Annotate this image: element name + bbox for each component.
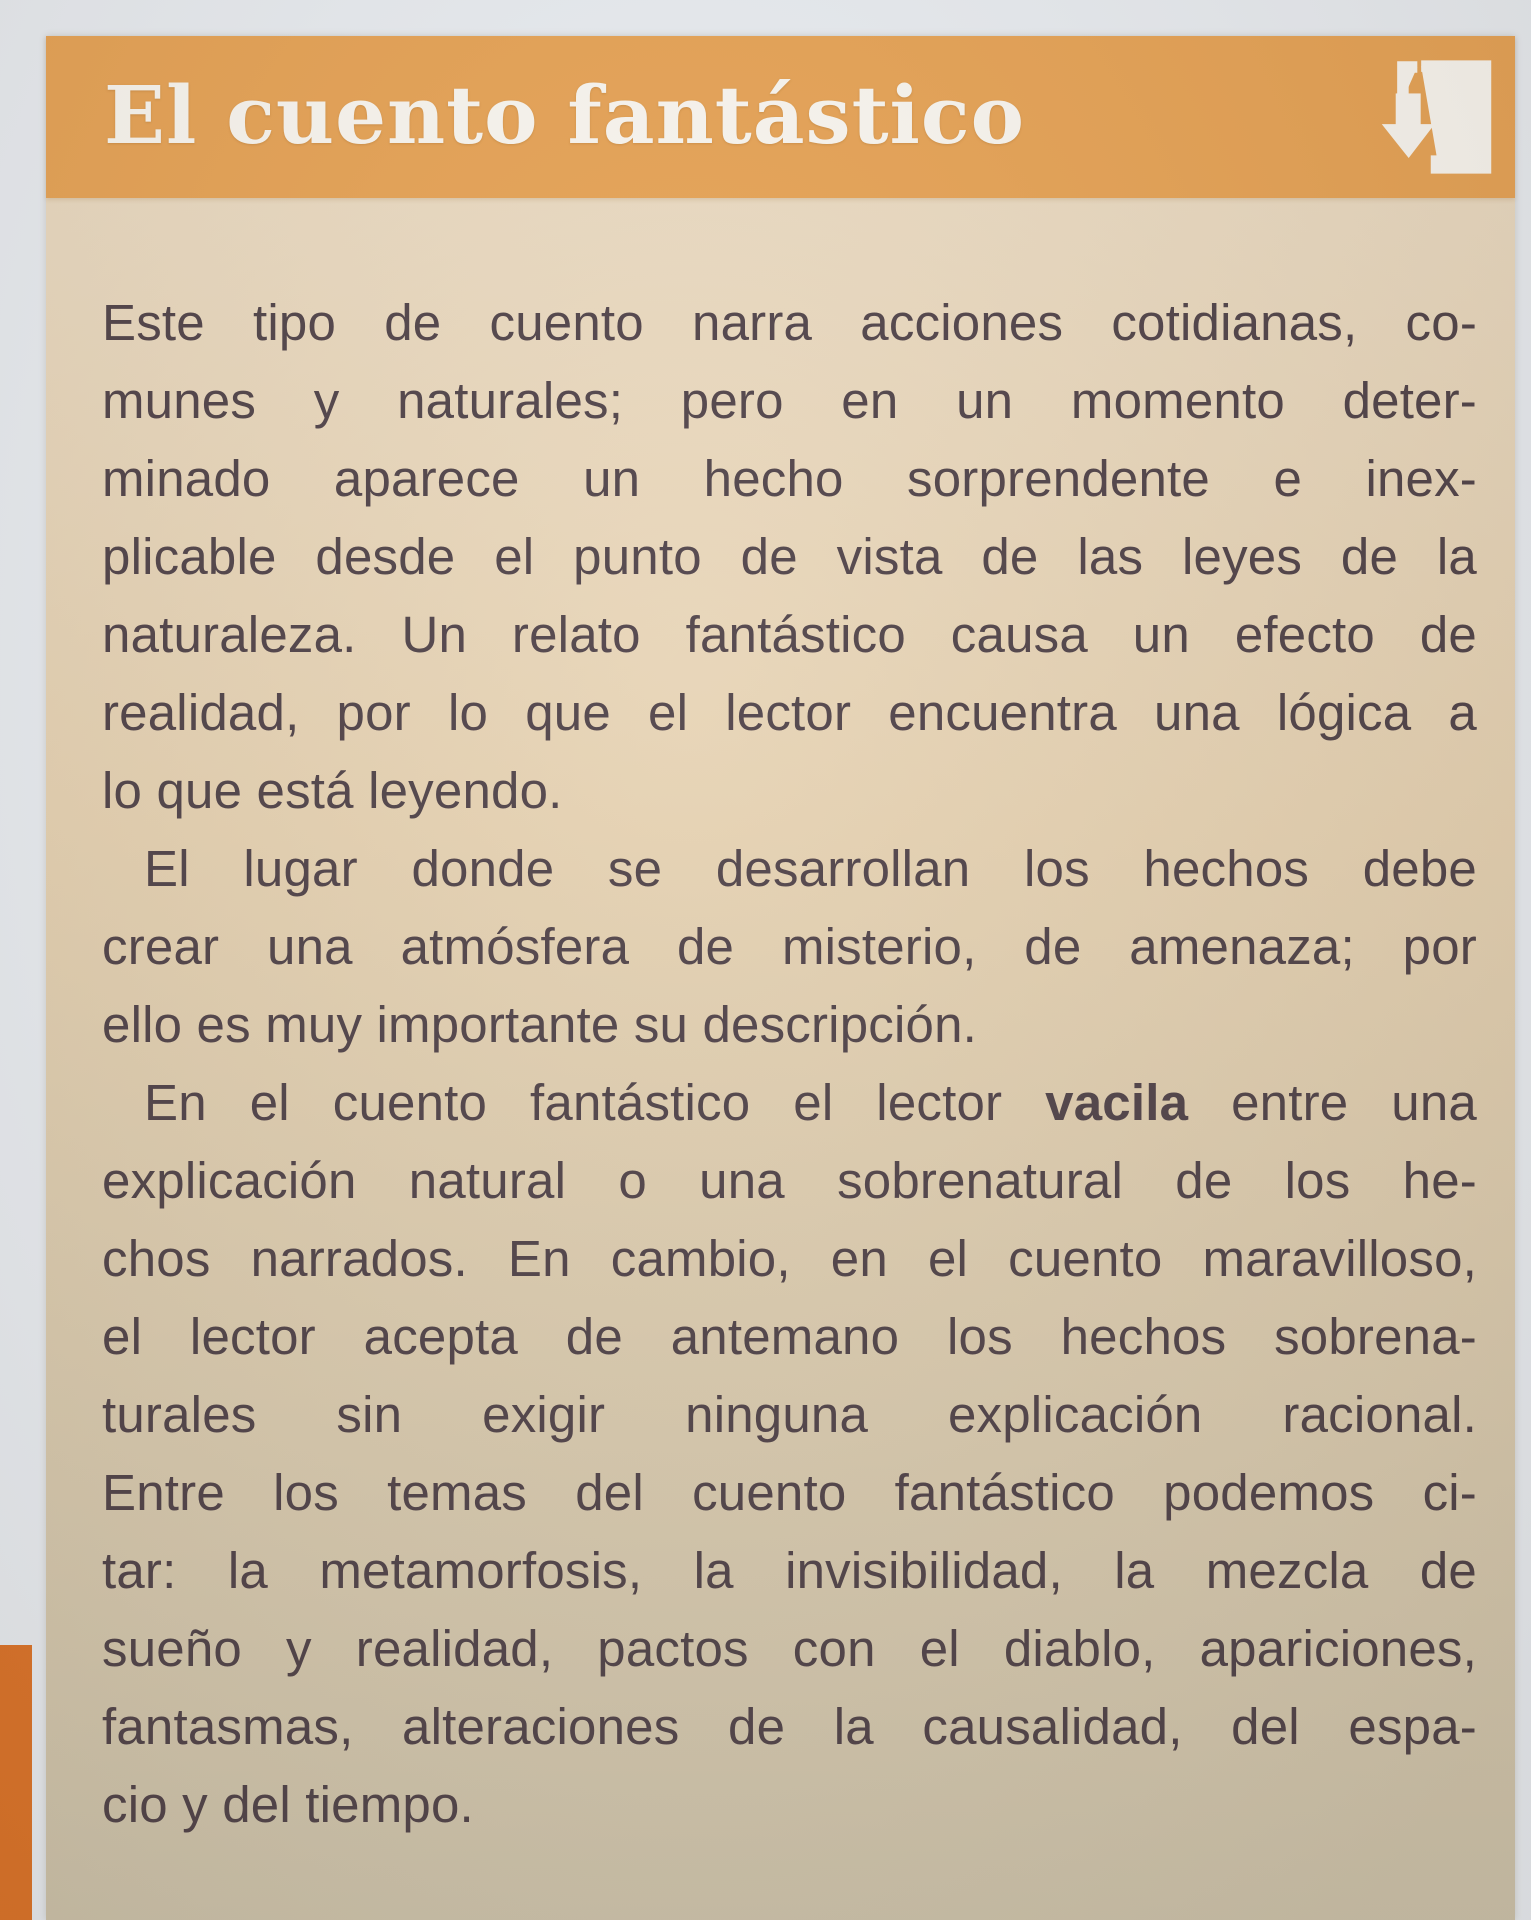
text-line: realidad, por lo que el lector encuentra una lógica a (102, 684, 1477, 741)
bold-term: vacila (1045, 1074, 1189, 1131)
margin-accent-bar (0, 1645, 32, 1920)
text-line: El lugar donde se desarrollan los hechos debe (144, 840, 1477, 897)
text-line: plicable desde el punto de vista de las leyes de la (102, 528, 1477, 585)
save-download-icon (1377, 52, 1497, 180)
text-line: ello es muy importante su descripción. (102, 996, 977, 1053)
text-line: En el cuento fantástico el lector vacila entre una (144, 1074, 1477, 1131)
text-line: crear una atmósfera de misterio, de amenaza; por (102, 918, 1477, 975)
text-line: cio y del tiempo. (102, 1776, 474, 1833)
text-line: minado aparece un hecho sorprendente e inex- (102, 450, 1477, 507)
text-body (102, 284, 1477, 1844)
text-line: Este tipo de cuento narra acciones cotidianas, co- (102, 294, 1477, 351)
content-panel (46, 36, 1515, 1920)
text-line: el lector acepta de antemano los hechos sobrena- (102, 1308, 1477, 1365)
text-line: tar: la metamorfosis, la invisibilidad, la mezcla de (102, 1542, 1477, 1599)
page-title: El cuento fantástico (104, 68, 1025, 162)
header-bar (46, 36, 1515, 198)
text-line: lo que está leyendo. (102, 762, 563, 819)
text-line: sueño y realidad, pactos con el diablo, apariciones, (102, 1620, 1477, 1677)
text-line: turales sin exigir ninguna explicación racional. (102, 1386, 1477, 1443)
text-line: explicación natural o una sobrenatural de los he- (102, 1152, 1477, 1209)
text-line: chos narrados. En cambio, en el cuento maravilloso, (102, 1230, 1477, 1287)
text-line: naturaleza. Un relato fantástico causa un efecto de (102, 606, 1477, 663)
text-line: munes y naturales; pero en un momento deter- (102, 372, 1477, 429)
text-line: Entre los temas del cuento fantástico podemos ci- (102, 1464, 1477, 1521)
text-line: fantasmas, alteraciones de la causalidad, del espa- (102, 1698, 1477, 1755)
